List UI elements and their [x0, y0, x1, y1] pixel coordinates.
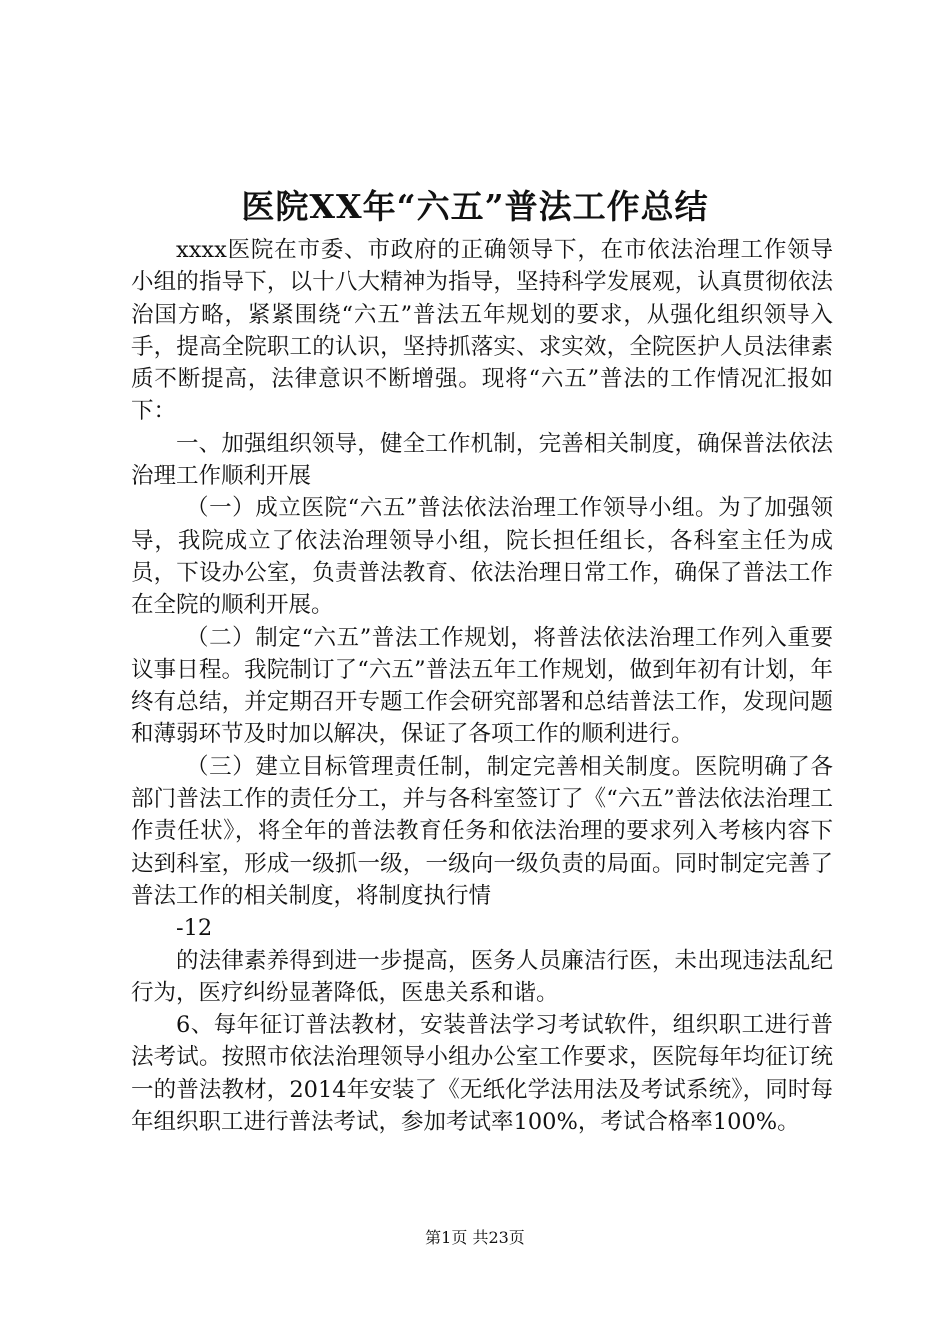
continued-paragraph: 的法律素养得到进一步提高，医务人员廉洁行医，未出现违法乱纪行为，医疗纠纷显著降低，医患关系和谐。 [131, 947, 833, 1006]
subsection-3: （三）建立目标管理责任制，制定完善相关制度。医院明确了各部门普法工作的责任分工，并与各科室签订了《“六五”普法依法治理工作责任状》，将全年的普法教育任务和依法治理的要求列入考核内容下达到科室，形成一级抓一级，一级向一级负责的局面。同时制定完善了普法工作的相关制度，将制度执行情 [131, 753, 833, 909]
section-heading-1: 一、加强组织领导，健全工作机制，完善相关制度，确保普法依法治理工作顺利开展 [131, 430, 833, 490]
page-footer: 第1页 共23页 [425, 1228, 525, 1247]
page-break-marker: -12 [176, 915, 213, 942]
intro-paragraph: xxxx医院在市委、市政府的正确领导下，在市依法治理工作领导小组的指导下，以十八大精神为指导，坚持科学发展观，认真贯彻依法治国方略，紧紧围绕“六五”普法五年规划的要求，从强化组织领导入手，提高全院职工的认识，坚持抓落实、求实效，全院医护人员法律素质不断提高，法律意识不断增强。现将“六五”普法的工作情况汇报如下： [131, 237, 833, 425]
item-6-paragraph: 6、每年征订普法教材，安装普法学习考试软件，组织职工进行普法考试。按照市依法治理领导小组办公室工作要求，医院每年均征订统一的普法教材，2014年安装了《无纸化学法用法及考试系统》，同时每年组织职工进行普法考试，参加考试率100%，考试合格率100%。 [131, 1012, 833, 1136]
subsection-1: （一）成立医院“六五”普法依法治理工作领导小组。为了加强领导，我院成立了依法治理领导小组，院长担任组长，各科室主任为成员，下设办公室，负责普法教育、依法治理日常工作，确保了普法工作在全院的顺利开展。 [131, 495, 833, 619]
subsection-2: （二）制定“六五”普法工作规划，将普法依法治理工作列入重要议事日程。我院制订了“六五”普法五年工作规划，做到年初有计划，年终有总结，并定期召开专题工作会研究部署和总结普法工作，发现问题和薄弱环节及时加以解决，保证了各项工作的顺利进行。 [131, 624, 833, 748]
document-body [131, 234, 833, 1138]
document-title: 医院XX年“六五”普法工作总结 [241, 187, 709, 226]
